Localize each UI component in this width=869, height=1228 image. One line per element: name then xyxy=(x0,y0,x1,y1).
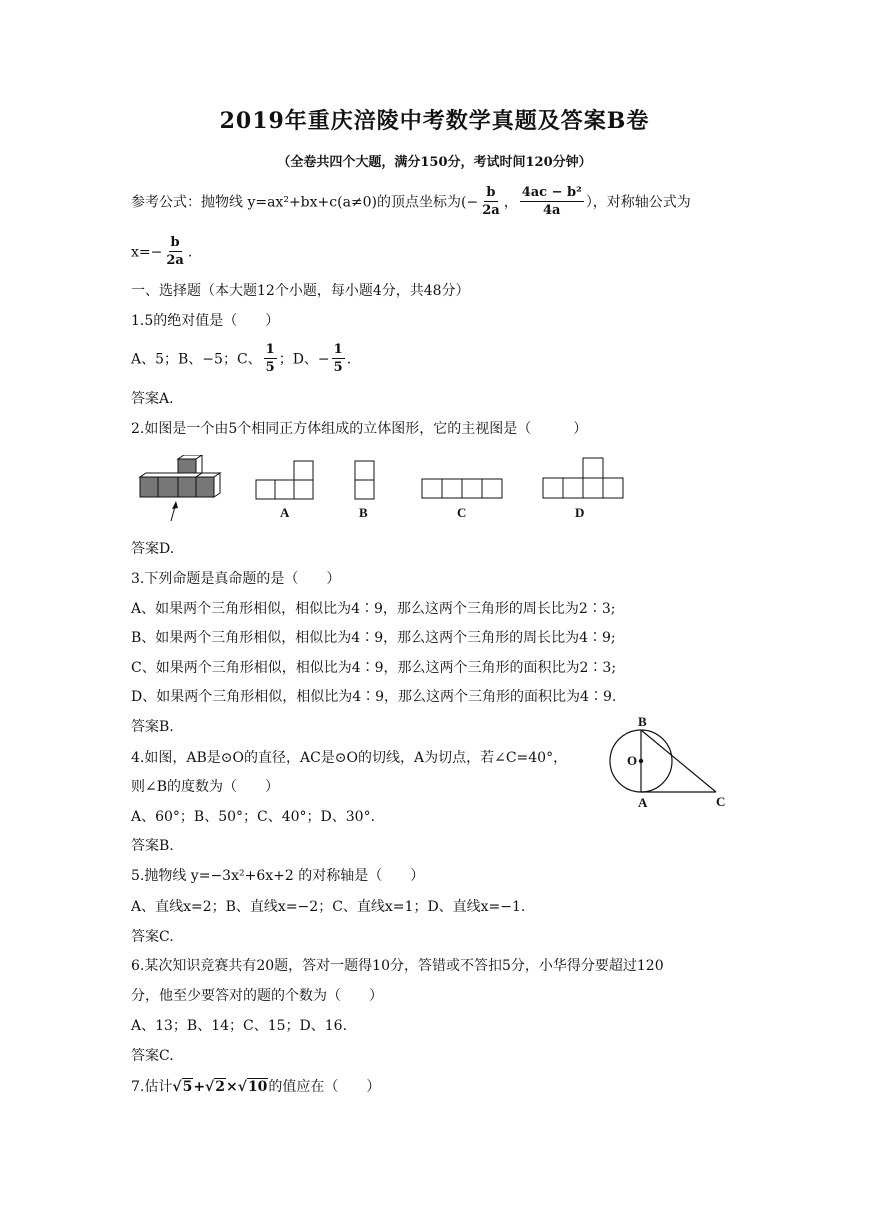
q4-options: A、60°；B、50°；C、40°；D、30°. xyxy=(131,809,376,825)
q2-answer: 答案D. xyxy=(131,541,175,557)
q6-options: A、13；B、14；C、15；D、16. xyxy=(131,1018,348,1034)
point-o-label: O xyxy=(627,753,638,768)
formula-line: 参考公式：抛物线 y=ax²+bx+c(a≠0)的顶点坐标为(− $\frac{b}{2a}$ ， $\frac{\text{4ac − b²}}{4a}$ ），对称轴公式为 xyxy=(131,185,691,218)
q1-stem: 1.5的绝对值是（ ） xyxy=(131,313,280,329)
q7-stem: 7.估计√5+√2×√10的值应在（ ） xyxy=(131,1079,381,1095)
q1-answer: 答案A. xyxy=(131,391,174,407)
q4-stem-line1: 4.如图，AB是⊙O的直径，AC是⊙O的切线，A为切点，若∠C=40°， xyxy=(131,750,568,766)
option-b-view xyxy=(353,460,377,502)
option-c-label: C xyxy=(457,505,467,520)
cube-solid-figure xyxy=(136,455,231,525)
circle-tangent-figure xyxy=(608,725,728,797)
point-c-label: C xyxy=(716,794,726,809)
page-title: 2019年重庆涪陵中考数学真题及答案B卷 xyxy=(219,108,650,134)
sqrt-expr: √10 xyxy=(237,1079,268,1095)
option-d-label: D xyxy=(575,505,585,520)
q5-options: A、直线x=2；B、直线x=−2；C、直线x=1；D、直线x=−1. xyxy=(131,899,526,915)
q6-stem-line1: 6.某次知识竞赛共有20题，答对一题得10分，答错或不答扣5分，小华得分要超过120 xyxy=(131,958,664,974)
q6-answer: 答案C. xyxy=(131,1048,174,1064)
fraction: $\frac{b}{2a}$ xyxy=(166,235,184,268)
point-a-label: A xyxy=(638,795,648,810)
q5-stem: 5.抛物线 y=−3x²+6x+2 的对称轴是（ ） xyxy=(131,868,425,884)
option-c-view xyxy=(421,477,505,501)
q2-stem: 2.如图是一个由5个相同正方体组成的立体图形，它的主视图是（ ） xyxy=(131,421,588,437)
sqrt-expr: √5 xyxy=(172,1079,193,1095)
fraction: $\frac{1}{5}$ xyxy=(265,342,275,375)
option-a-label: A xyxy=(280,505,290,520)
sqrt-expr: √2 xyxy=(205,1079,225,1095)
q3-option-c: C、如果两个三角形相似，相似比为4∶9，那么这两个三角形的面积比为2∶3; xyxy=(131,660,617,676)
q4-stem-line2: 则∠B的度数为（ ） xyxy=(131,779,280,795)
page-subtitle: （全卷共四个大题，满分150分，考试时间120分钟） xyxy=(277,155,592,170)
fraction: $\frac{b}{2a}$ xyxy=(482,185,500,218)
option-a-view xyxy=(255,460,317,502)
q3-stem: 3.下列命题是真命题的是（ ） xyxy=(131,571,341,587)
q3-option-a: A、如果两个三角形相似，相似比为4∶9，那么这两个三角形的周长比为2∶3; xyxy=(131,601,616,617)
fraction: $\frac{1}{5}$ xyxy=(333,342,343,375)
q4-answer: 答案B. xyxy=(131,838,174,854)
option-d-view xyxy=(542,456,626,500)
q6-stem-line2: 分，他至少要答对的题的个数为（ ） xyxy=(131,988,383,1004)
q3-option-b: B、如果两个三角形相似，相似比为4∶9，那么这两个三角形的周长比为4∶9; xyxy=(131,630,616,646)
q3-option-d: D、如果两个三角形相似，相似比为4∶9，那么这两个三角形的面积比为4∶9. xyxy=(131,689,617,705)
section-heading: 一、选择题（本大题12个小题，每小题4分，共48分） xyxy=(131,283,470,299)
q3-answer: 答案B. xyxy=(131,719,174,735)
q1-options: A、5；B、−5；C、 $\frac{1}{5}$ ；D、− $\frac{1}{5}$ . xyxy=(131,342,352,375)
q5-answer: 答案C. xyxy=(131,929,174,945)
fraction: $\frac{\text{4ac − b²}}{4a}$ xyxy=(521,185,582,218)
axis-formula-line: x=− $\frac{b}{2a}$ . xyxy=(131,235,193,268)
point-b-label: B xyxy=(638,714,647,729)
option-b-label: B xyxy=(359,505,368,520)
